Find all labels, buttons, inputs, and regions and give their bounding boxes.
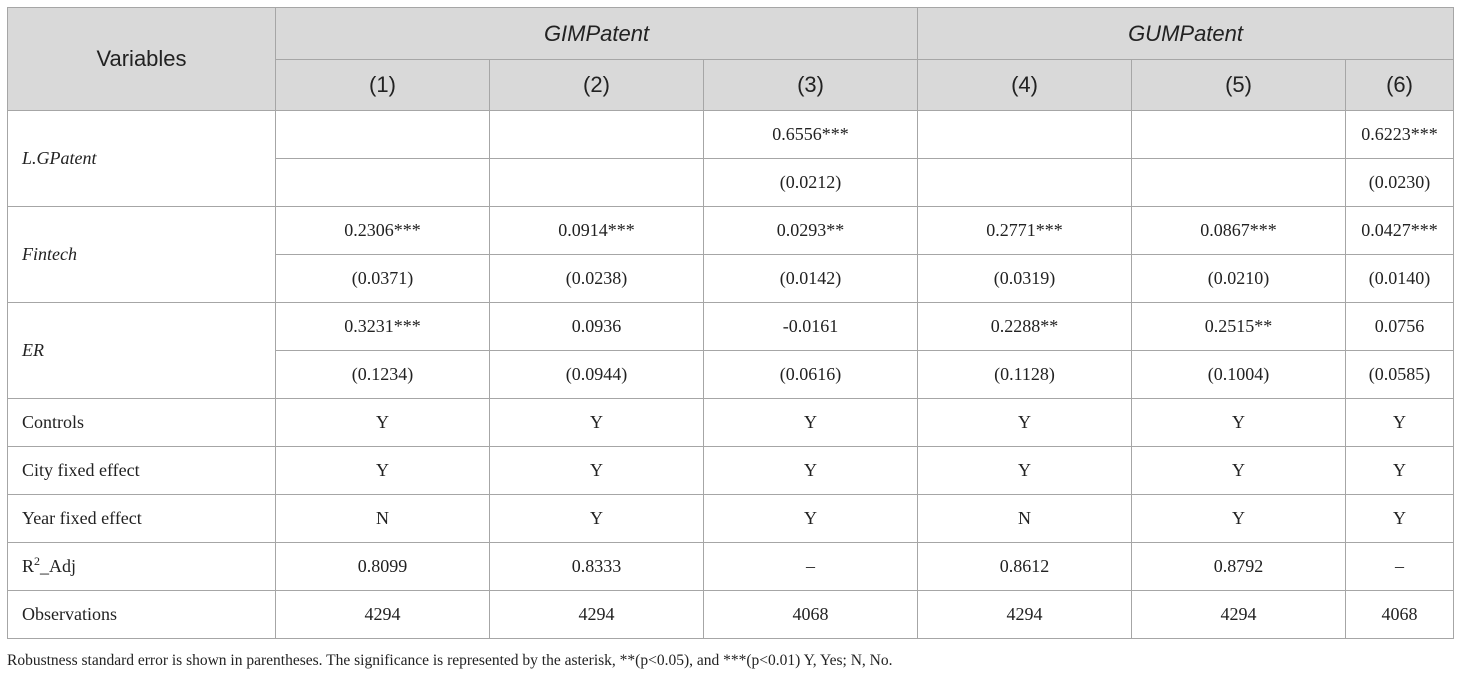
table-row-r2-adj bbox=[8, 543, 1454, 591]
regression-table-container bbox=[7, 7, 1453, 639]
table-footnote: Robustness standard error is shown in parentheses. The significance is represented by the asterisk, **(p<0.05), and ***(p<0.01) Y, Yes; N, No. bbox=[7, 652, 893, 669]
cell-r2-3: – bbox=[704, 543, 918, 591]
cell-er-se-6: (0.0585) bbox=[1346, 351, 1454, 399]
cell-controls-3: Y bbox=[704, 399, 918, 447]
cell-obs-2: 4294 bbox=[490, 591, 704, 639]
cell-fintech-se-4: (0.0319) bbox=[918, 255, 1132, 303]
cell-obs-1: 4294 bbox=[276, 591, 490, 639]
row-label-observations: Observations bbox=[8, 591, 276, 639]
cell-obs-6: 4068 bbox=[1346, 591, 1454, 639]
cell-lgpatent-coef-5 bbox=[1132, 111, 1346, 159]
table-row-er-coef bbox=[8, 303, 1454, 351]
cell-r2-4: 0.8612 bbox=[918, 543, 1132, 591]
cell-lgpatent-coef-3: 0.6556*** bbox=[704, 111, 918, 159]
cell-fintech-se-1: (0.0371) bbox=[276, 255, 490, 303]
header-col-6: (6) bbox=[1346, 60, 1454, 111]
cell-r2-5: 0.8792 bbox=[1132, 543, 1346, 591]
cell-year-fe-6: Y bbox=[1346, 495, 1454, 543]
cell-lgpatent-se-3: (0.0212) bbox=[704, 159, 918, 207]
table-row-controls bbox=[8, 399, 1454, 447]
header-col-2: (2) bbox=[490, 60, 704, 111]
cell-er-coef-5: 0.2515** bbox=[1132, 303, 1346, 351]
cell-lgpatent-se-2 bbox=[490, 159, 704, 207]
cell-fintech-coef-2: 0.0914*** bbox=[490, 207, 704, 255]
row-label-city-fe: City fixed effect bbox=[8, 447, 276, 495]
cell-controls-5: Y bbox=[1132, 399, 1346, 447]
cell-fintech-coef-6: 0.0427*** bbox=[1346, 207, 1454, 255]
cell-city-fe-2: Y bbox=[490, 447, 704, 495]
cell-er-coef-1: 0.3231*** bbox=[276, 303, 490, 351]
cell-year-fe-3: Y bbox=[704, 495, 918, 543]
cell-controls-6: Y bbox=[1346, 399, 1454, 447]
cell-city-fe-3: Y bbox=[704, 447, 918, 495]
cell-city-fe-5: Y bbox=[1132, 447, 1346, 495]
cell-year-fe-5: Y bbox=[1132, 495, 1346, 543]
cell-city-fe-4: Y bbox=[918, 447, 1132, 495]
cell-er-se-4: (0.1128) bbox=[918, 351, 1132, 399]
cell-er-coef-3: -0.0161 bbox=[704, 303, 918, 351]
header-col-1: (1) bbox=[276, 60, 490, 111]
cell-lgpatent-coef-6: 0.6223*** bbox=[1346, 111, 1454, 159]
row-label-er: ER bbox=[8, 303, 276, 399]
cell-er-se-3: (0.0616) bbox=[704, 351, 918, 399]
r2-label-superscript: 2 bbox=[34, 554, 41, 568]
cell-year-fe-1: N bbox=[276, 495, 490, 543]
table-row-lgpatent-coef bbox=[8, 111, 1454, 159]
cell-r2-6: – bbox=[1346, 543, 1454, 591]
r2-label-rest: _Adj bbox=[40, 556, 77, 576]
cell-lgpatent-coef-1 bbox=[276, 111, 490, 159]
table-row-fintech-coef bbox=[8, 207, 1454, 255]
row-label-controls: Controls bbox=[8, 399, 276, 447]
cell-er-coef-4: 0.2288** bbox=[918, 303, 1132, 351]
cell-er-se-1: (0.1234) bbox=[276, 351, 490, 399]
cell-controls-2: Y bbox=[490, 399, 704, 447]
header-group-gimpatent: GIMPatent bbox=[276, 8, 918, 60]
r2-label-main: R bbox=[22, 556, 35, 576]
cell-obs-5: 4294 bbox=[1132, 591, 1346, 639]
cell-fintech-coef-3: 0.0293** bbox=[704, 207, 918, 255]
table-row-year-fe bbox=[8, 495, 1454, 543]
header-col-3: (3) bbox=[704, 60, 918, 111]
row-label-lgpatent: L.GPatent bbox=[8, 111, 276, 207]
table-row-city-fe bbox=[8, 447, 1454, 495]
table-body bbox=[8, 111, 1454, 639]
cell-fintech-se-6: (0.0140) bbox=[1346, 255, 1454, 303]
cell-lgpatent-coef-4 bbox=[918, 111, 1132, 159]
cell-fintech-se-3: (0.0142) bbox=[704, 255, 918, 303]
cell-city-fe-1: Y bbox=[276, 447, 490, 495]
cell-controls-4: Y bbox=[918, 399, 1132, 447]
cell-year-fe-4: N bbox=[918, 495, 1132, 543]
cell-city-fe-6: Y bbox=[1346, 447, 1454, 495]
cell-fintech-coef-1: 0.2306*** bbox=[276, 207, 490, 255]
cell-lgpatent-se-1 bbox=[276, 159, 490, 207]
cell-fintech-se-2: (0.0238) bbox=[490, 255, 704, 303]
cell-year-fe-2: Y bbox=[490, 495, 704, 543]
row-label-fintech: Fintech bbox=[8, 207, 276, 303]
header-col-4: (4) bbox=[918, 60, 1132, 111]
cell-er-se-5: (0.1004) bbox=[1132, 351, 1346, 399]
header-group-gumpatent: GUMPatent bbox=[918, 8, 1454, 60]
cell-lgpatent-se-4 bbox=[918, 159, 1132, 207]
row-label-year-fe: Year fixed effect bbox=[8, 495, 276, 543]
cell-r2-2: 0.8333 bbox=[490, 543, 704, 591]
row-label-r2-adj bbox=[8, 543, 276, 591]
cell-r2-1: 0.8099 bbox=[276, 543, 490, 591]
cell-controls-1: Y bbox=[276, 399, 490, 447]
cell-obs-4: 4294 bbox=[918, 591, 1132, 639]
table-row-observations bbox=[8, 591, 1454, 639]
header-variables: Variables bbox=[8, 8, 276, 111]
header-col-5: (5) bbox=[1132, 60, 1346, 111]
cell-fintech-coef-5: 0.0867*** bbox=[1132, 207, 1346, 255]
cell-er-se-2: (0.0944) bbox=[490, 351, 704, 399]
cell-lgpatent-se-5 bbox=[1132, 159, 1346, 207]
cell-lgpatent-se-6: (0.0230) bbox=[1346, 159, 1454, 207]
cell-er-coef-2: 0.0936 bbox=[490, 303, 704, 351]
cell-lgpatent-coef-2 bbox=[490, 111, 704, 159]
cell-fintech-se-5: (0.0210) bbox=[1132, 255, 1346, 303]
cell-fintech-coef-4: 0.2771*** bbox=[918, 207, 1132, 255]
regression-table bbox=[7, 7, 1454, 639]
table-header bbox=[8, 8, 1454, 111]
cell-obs-3: 4068 bbox=[704, 591, 918, 639]
cell-er-coef-6: 0.0756 bbox=[1346, 303, 1454, 351]
